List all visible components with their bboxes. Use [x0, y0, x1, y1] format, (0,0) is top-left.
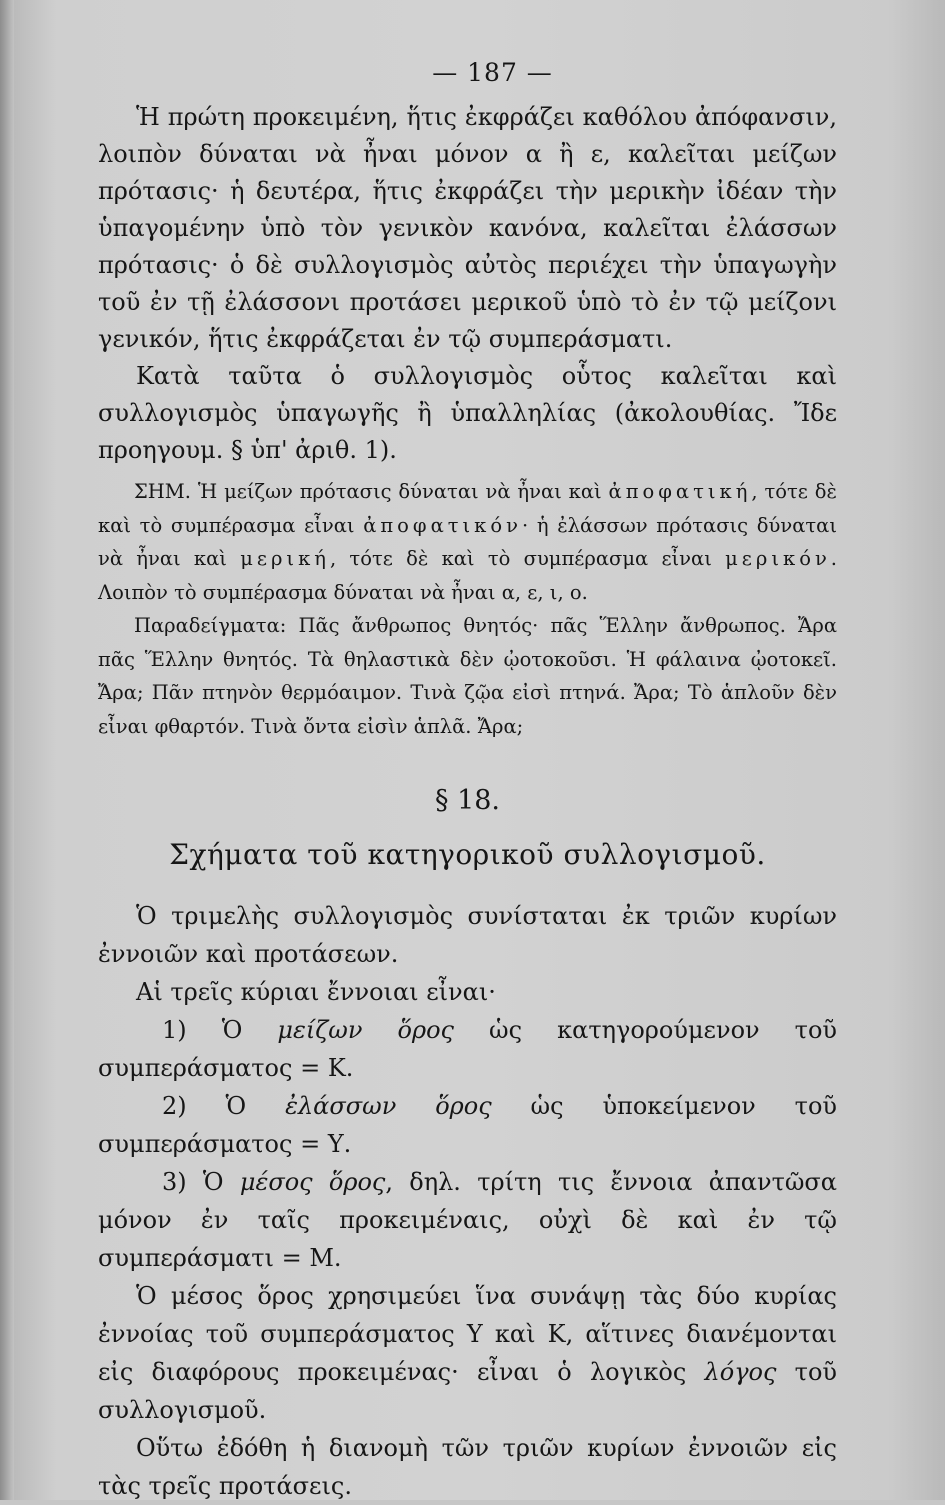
item-number: 3) Ὁ: [162, 1168, 240, 1196]
paragraph-text: Ὁ μέσος ὅρος χρησιμεύει ἵνα συνάψῃ τὰς δύο κυρίας ἐννοίας τοῦ συμπεράσματος Υ καὶ Κ, αἵτινες διανέμονται εἰς διαφόρους προκειμένας· εἶναι ὁ λογικὸς: [98, 1282, 837, 1386]
paragraph-term: λόγος: [704, 1358, 777, 1386]
list-item: [98, 1087, 837, 1163]
note-text: · ἡ ἐλάσσων πρότασις δύναται νὰ ἦναι καὶ: [98, 513, 837, 570]
intro-paragraph-1: Ἡ πρώτη προκειμένη, ἥτις ἐκφράζει καθόλου ἀπόφανσιν, λοιπὸν δύναται νὰ ἦναι μόνον α ἢ ε, καλεῖται μείζων πρότασις· ἡ δευτέρα, ἥτις ἐκφράζει τὴν μερικὴν ἰδέαν τὴν ὑπαγομένην ὑπὸ τὸν γενικὸν κανόνα, καλεῖται ἐλάσσων πρότασις· ὁ δὲ συλλογισμὸς αὐτὸς περιέχει τὴν ὑπαγωγὴν τοῦ ἐν τῇ ἐλάσσονι προτάσει μερικοῦ ὑπὸ τὸ ἐν τῷ μείζονι γενικόν, ἥτις ἐκφράζεται ἐν τῷ συμπεράσματι.: [98, 103, 837, 353]
section-number: § 18.: [434, 785, 501, 816]
paragraph-text: τοῦ συλλογισμοῦ.: [98, 1358, 837, 1424]
note-text: , τότε δὲ καὶ τὸ συμπέρασμα εἶναι: [98, 480, 837, 537]
list-item: [98, 1011, 837, 1087]
item-text: , δηλ. τρίτη τις ἔννοια ἀπαντῶσα μόνον ἐν ταῖς προκειμέναις, οὐχὶ δὲ καὶ ἐν τῷ συμπεράσματι = Μ.: [98, 1168, 838, 1272]
note-term: μερική: [240, 547, 330, 570]
item-text: ὡς κατηγορούμενον τοῦ συμπεράσματος = Κ.: [98, 1016, 837, 1082]
page-number: — 187 —: [432, 58, 553, 87]
note-examples: Παραδείγματα: Πᾶς ἄνθρωπος θνητός· πᾶς Ἕλλην ἄνθρωπος. Ἄρα πᾶς Ἕλλην θνητός. Τὰ θηλαστικὰ δὲν ᾠοτοκοῦσι. Ἡ φάλαινα ᾠοτοκεῖ. Ἄρα; Πᾶν πτηνὸν θερμόαιμον. Τινὰ ζῷα εἰσὶ πτηνά. Ἄρα; Τὸ ἁπλοῦν δὲν εἶναι φθαρτόν. Τινὰ ὄντα εἰσὶν ἁπλᾶ. Ἄρα;: [98, 614, 837, 738]
note-text: Ἡ μείζων πρότασις δύναται νὰ ἦναι καὶ: [190, 480, 609, 503]
section-paragraph-2: Αἱ τρεῖς κύριαι ἔννοιαι εἶναι·: [136, 978, 496, 1006]
item-term: μέσος ὅρος: [239, 1168, 386, 1196]
item-term: ἐλάσσων ὅρος: [285, 1092, 492, 1120]
item-number: 2) Ὁ: [162, 1092, 286, 1120]
list-item: [98, 1163, 837, 1277]
item-term: μείζων ὅρος: [277, 1016, 454, 1044]
section-paragraph-1: Ὁ τριμελὴς συλλογισμὸς συνίσταται ἐκ τριῶν κυρίων ἐννοιῶν καὶ προτάσεων.: [98, 902, 837, 968]
note-text: . Λοιπὸν τὸ συμπέρασμα δύναται νὰ ἦναι α, ε, ι, ο.: [98, 547, 837, 604]
note-label: ΣΗΜ.: [134, 480, 191, 503]
note-term: ἀποφατικόν: [363, 513, 522, 537]
note-text: , τότε δὲ καὶ τὸ συμπέρασμα εἶναι: [329, 547, 726, 570]
section-paragraph-4: Οὕτω ἐδόθη ἡ διανομὴ τῶν τριῶν κυρίων ἐννοιῶν εἰς τὰς τρεῖς προτάσεις.: [98, 1434, 837, 1500]
section-paragraph-3: [98, 1277, 837, 1429]
intro-paragraph-2: Κατὰ ταῦτα ὁ συλλογισμὸς οὗτος καλεῖται καὶ συλλογισμὸς ὑπαγωγῆς ἢ ὑπαλληλίας (ἀκολουθίας. Ἴδε προηγουμ. § ὑπ' ἀριθ. 1).: [98, 362, 837, 464]
binding-shadow: [0, 0, 14, 1500]
section-title: Σχήματα τοῦ κατηγορικοῦ συλλογισμοῦ.: [169, 838, 766, 871]
item-text: ὡς ὑποκείμενον τοῦ συμπεράσματος = Υ.: [98, 1092, 837, 1158]
note-paragraph: [98, 475, 837, 609]
item-number: 1) Ὁ: [162, 1016, 278, 1044]
note-term: ἀποφατική: [608, 480, 752, 503]
section-body: [98, 897, 837, 1505]
note-term: μερικόν: [725, 547, 831, 570]
